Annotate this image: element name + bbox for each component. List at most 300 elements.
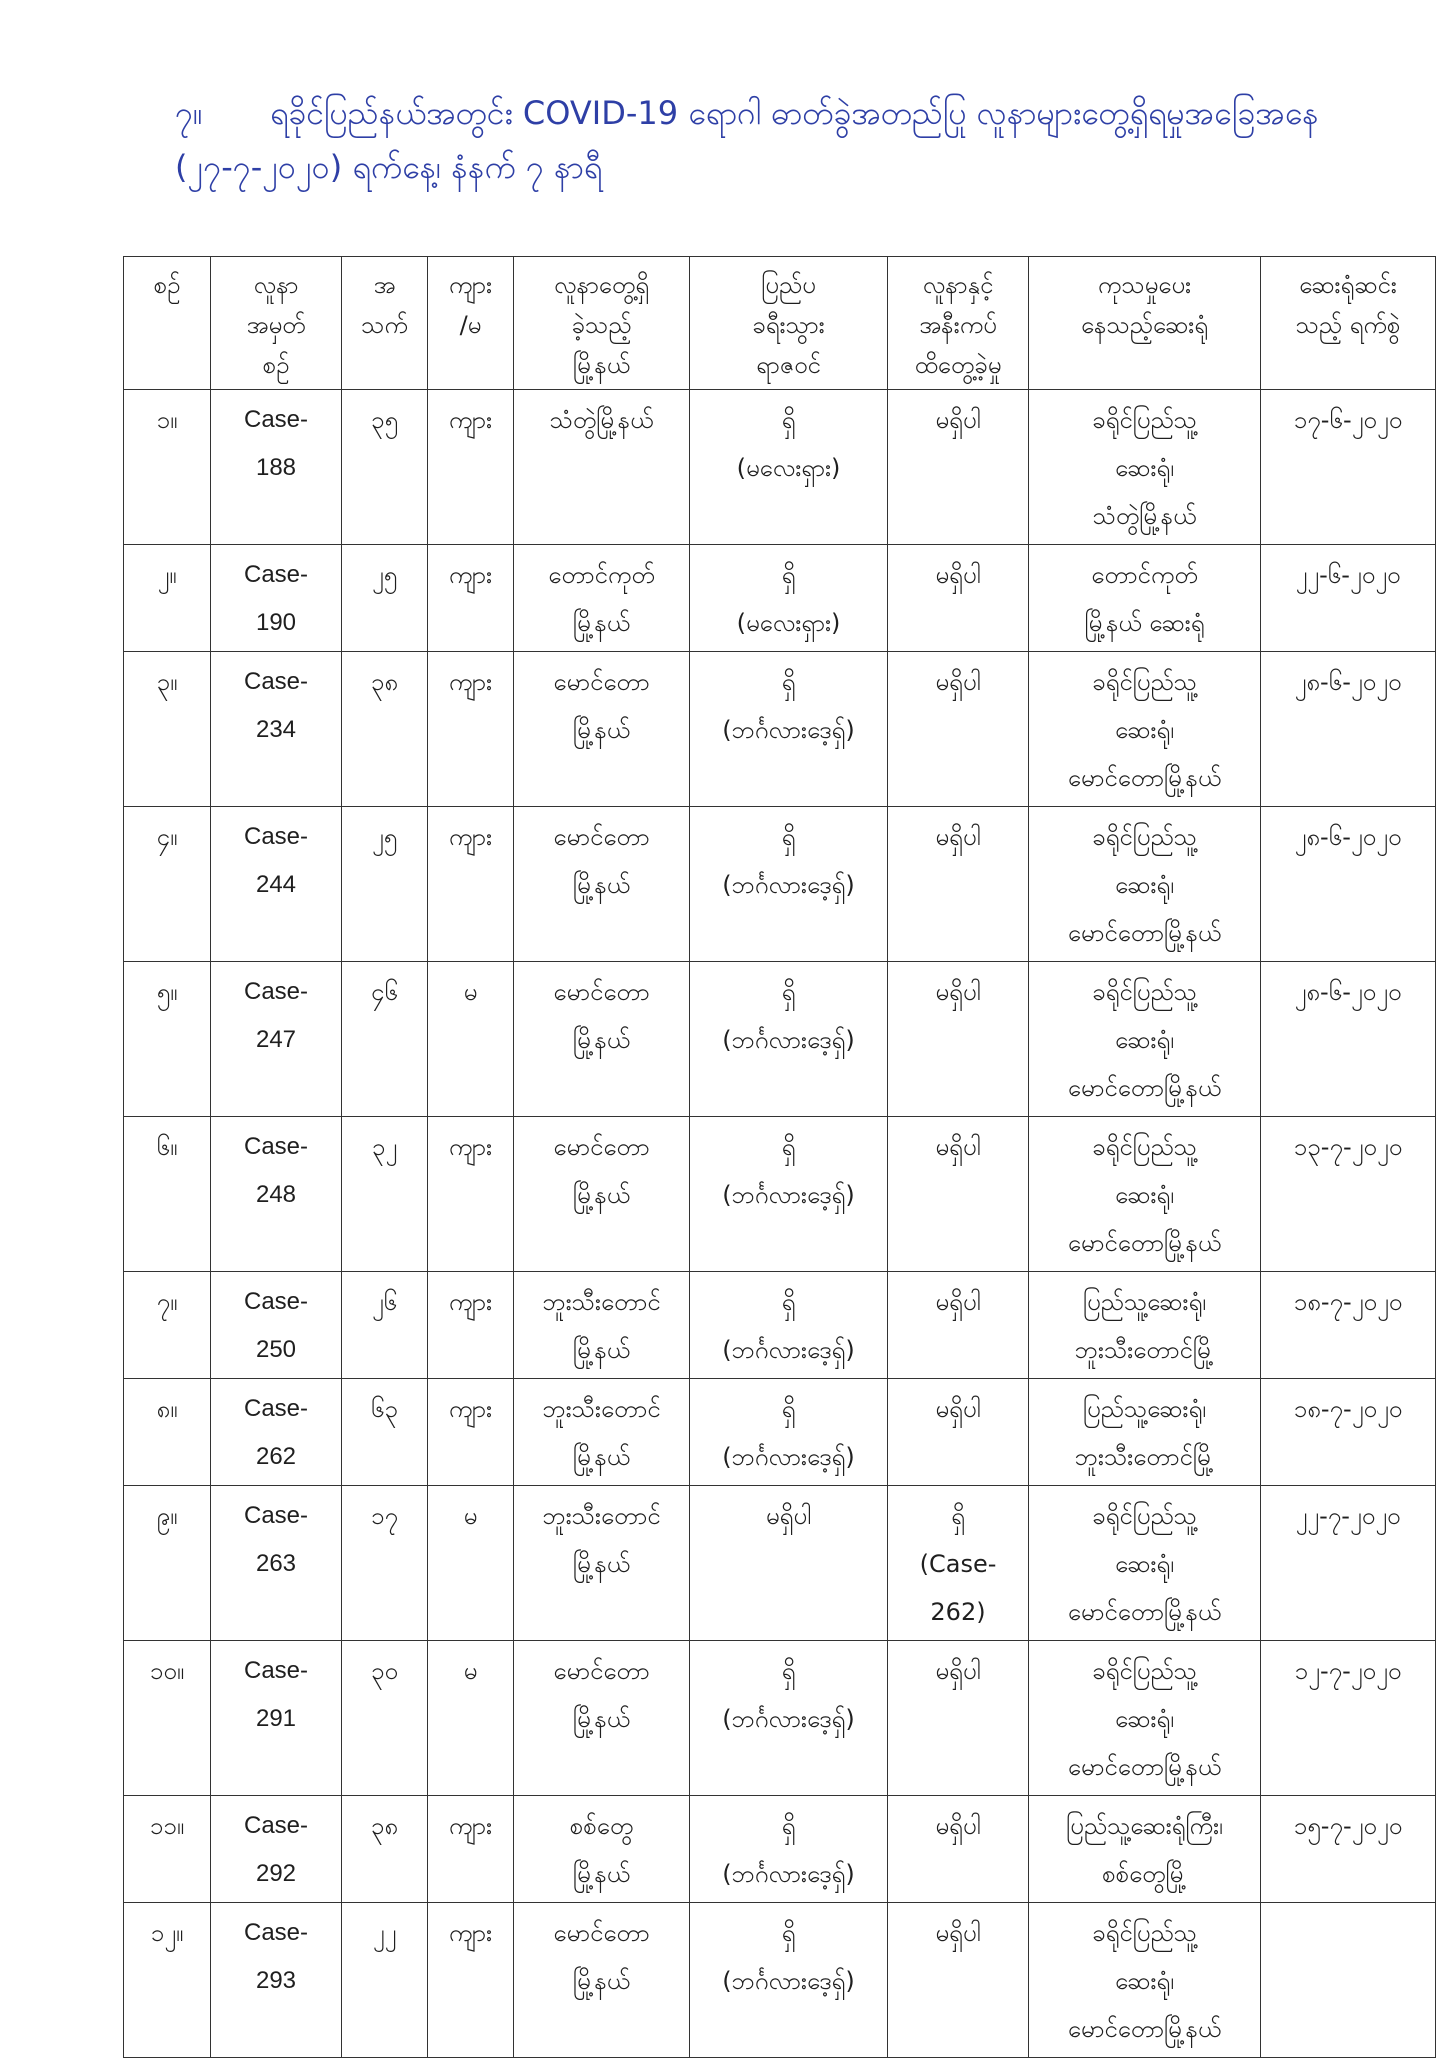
cell-township (514, 545, 690, 652)
cell-text: ၂၅ (371, 561, 398, 589)
cell-no (124, 1272, 211, 1379)
cell-line: ပြည်သူ့ဆေးရုံ၊ (1082, 1288, 1207, 1316)
cell-line: တောင်ကုတ် (548, 561, 655, 589)
cell-line: 247 (255, 1026, 297, 1053)
cell-line: မြို့နယ် (572, 1550, 631, 1578)
cell-text: ကျား (448, 1395, 493, 1423)
cell-text: ၃၂ (371, 1133, 398, 1161)
cell-text: ၁၈-၇-၂၀၂၀ (1293, 1288, 1403, 1316)
cell-text: ကျား (448, 668, 493, 696)
cell-discharge-date (1261, 1796, 1436, 1903)
cell-sex (428, 545, 514, 652)
cell-line: ခရိုင်ပြည်သူ့ (1092, 668, 1197, 696)
cell-line: Case- (243, 978, 309, 1005)
cell-township (514, 1486, 690, 1641)
cell-sex (428, 1379, 514, 1486)
cell-contact (888, 1379, 1029, 1486)
cell-line: သံတွဲမြို့နယ် (549, 406, 654, 434)
cell-text: ၉။ (156, 1502, 178, 1530)
cell-discharge-date (1261, 807, 1436, 962)
cell-line: (မလေးရှား) (736, 609, 841, 637)
cell-no (124, 962, 211, 1117)
cell-line: မောင်တော (553, 1133, 650, 1161)
cell-township (514, 652, 690, 807)
cell-no (124, 1379, 211, 1486)
cell-line: ရှိ (781, 1395, 796, 1423)
cell-line: မရှိပါ (935, 561, 981, 589)
cell-line: မောင်တော (553, 978, 650, 1006)
cell-text: မ (463, 1657, 478, 1685)
table-row (124, 962, 1436, 1117)
cell-line: ဘူးသီးတောင် (542, 1288, 661, 1316)
cell-text: ကျား (448, 823, 493, 851)
cell-line: (ဘင်္ဂလားဒေ့ရှ်) (722, 1336, 855, 1364)
cell-age (342, 1903, 428, 2058)
cell-line: ဆေးရုံ၊ (1115, 1705, 1174, 1733)
cell-line: မြို့နယ် (572, 1181, 631, 1209)
cell-line: (Case- (919, 1550, 997, 1578)
cell-line: ဆေးရုံ၊ (1115, 1181, 1174, 1209)
table-body (124, 390, 1436, 2058)
cell-text: ၂၆ (371, 1288, 398, 1316)
cell-text: ၆။ (156, 1133, 178, 1161)
cell-hospital (1029, 545, 1261, 652)
cell-line: မရှိပါ (935, 1133, 981, 1161)
cell-line: ရှိ (781, 1288, 796, 1316)
cell-line: ခရိုင်ပြည်သူ့ (1092, 1502, 1197, 1530)
cell-contact (888, 1903, 1029, 2058)
cell-contact (888, 545, 1029, 652)
cell-discharge-date (1261, 652, 1436, 807)
cell-line: မရှိပါ (935, 978, 981, 1006)
cell-no (124, 1486, 211, 1641)
cell-text: ၂၅ (371, 823, 398, 851)
cell-line: Case- (243, 1133, 309, 1160)
cell-line: ရှိ (781, 406, 796, 434)
cell-line: မြို့နယ် (572, 1967, 631, 1995)
heading-line-2: (၂၇-၇-၂၀၂၀) ရက်နေ့၊ နံနက် ၇ နာရီ (175, 148, 603, 186)
cell-line: မြို့နယ် (572, 1336, 631, 1364)
header-line: လူနာတွေ့ရှိ (554, 271, 649, 299)
cell-line: (ဘင်္ဂလားဒေ့ရှ်) (722, 1181, 855, 1209)
case-table (123, 256, 1436, 2058)
cell-line: 263 (255, 1550, 297, 1577)
cell-hospital (1029, 390, 1261, 545)
cell-line: 248 (255, 1181, 297, 1208)
cell-line: မရှိပါ (935, 1812, 981, 1840)
cell-no (124, 652, 211, 807)
cell-case-id (211, 1796, 342, 1903)
cell-text: ၁၇-၆-၂၀၂၀ (1293, 406, 1403, 434)
cell-age (342, 962, 428, 1117)
cell-line: ဆေးရုံ၊ (1115, 454, 1174, 482)
table-row (124, 1379, 1436, 1486)
table-header (124, 257, 1436, 390)
cell-sex (428, 1903, 514, 2058)
cell-text: ၅။ (156, 978, 178, 1006)
cell-case-id (211, 1272, 342, 1379)
cell-text: ၂၈-၆-၂၀၂၀ (1294, 978, 1402, 1006)
cell-text: ၁၅-၇-၂၀၂၀ (1293, 1812, 1403, 1840)
cell-text: ၇။ (156, 1288, 178, 1316)
cell-line: (ဘင်္ဂလားဒေ့ရှ်) (722, 871, 855, 899)
header-line: ကုသမှုပေး (1097, 271, 1192, 299)
cell-line: ရှိ (781, 1812, 796, 1840)
cell-line: မြို့နယ် ဆေးရုံ (1084, 609, 1205, 637)
cell-line: ရှိ (781, 823, 796, 851)
header-line: အနီးကပ် (919, 311, 997, 339)
cell-text: မ (463, 978, 478, 1006)
cell-text: ကျား (448, 1919, 493, 1947)
header-line: ရာဇဝင် (756, 351, 821, 379)
cell-line: မောင်တော (553, 1657, 650, 1685)
cell-hospital (1029, 1379, 1261, 1486)
cell-line: Case- (243, 561, 309, 588)
cell-line: စစ်တွေ (569, 1812, 634, 1840)
cell-discharge-date (1261, 962, 1436, 1117)
cell-discharge-date (1261, 1486, 1436, 1641)
cell-text: ၂၂-၆-၂၀၂၀ (1295, 561, 1401, 589)
cell-township (514, 1117, 690, 1272)
cell-hospital (1029, 1641, 1261, 1796)
cell-case-id (211, 652, 342, 807)
cell-line: ရှိ (781, 561, 796, 589)
cell-text: ၂၂-၇-၂၀၂၀ (1295, 1502, 1401, 1530)
header-line: နေသည့်ဆေးရုံ (1080, 311, 1209, 339)
cell-line: ဘူးသီးတောင်မြို့ (1074, 1336, 1215, 1364)
cell-discharge-date (1261, 390, 1436, 545)
cell-age (342, 1117, 428, 1272)
cell-township (514, 1903, 690, 2058)
cell-text: ၁၂။ (150, 1919, 184, 1947)
cell-hospital (1029, 1903, 1261, 2058)
cell-line: မောင်တောမြို့နယ် (1067, 919, 1222, 947)
cell-sex (428, 1796, 514, 1903)
cell-line: Case- (243, 1395, 309, 1422)
cell-line: Case- (243, 668, 309, 695)
cell-travel-history (690, 652, 888, 807)
header-line: ခဲ့သည့် (571, 311, 632, 339)
column-header-travel-history (690, 257, 888, 390)
document-heading (175, 86, 1375, 194)
cell-line: ခရိုင်ပြည်သူ့ (1092, 978, 1197, 1006)
cell-line: Case- (243, 1657, 309, 1684)
cell-line: ရှိ (951, 1502, 965, 1530)
cell-case-id (211, 1486, 342, 1641)
cell-text: ကျား (448, 406, 493, 434)
cell-line: 188 (255, 454, 297, 481)
cell-line: 190 (255, 609, 297, 636)
cell-line: မြို့နယ် (572, 716, 631, 744)
cell-text: ၂၈-၆-၂၀၂၀ (1294, 668, 1402, 696)
cell-text: ၁။ (156, 406, 178, 434)
cell-line: မရှိပါ (935, 1288, 981, 1316)
cell-line: (ဘင်္ဂလားဒေ့ရှ်) (722, 716, 855, 744)
header-line: သည့် ရက်စွဲ (1295, 311, 1401, 339)
cell-line: Case- (243, 1919, 309, 1946)
cell-township (514, 1272, 690, 1379)
cell-contact (888, 1796, 1029, 1903)
cell-line: 244 (255, 871, 297, 898)
cell-age (342, 807, 428, 962)
header-line: စဉ် (262, 351, 290, 379)
cell-discharge-date (1261, 1641, 1436, 1796)
cell-line: ဆေးရုံ၊ (1115, 1550, 1174, 1578)
cell-line: ဘူးသီးတောင် (542, 1502, 661, 1530)
cell-age (342, 1641, 428, 1796)
header-line: ခရီးသွား (752, 311, 825, 339)
cell-age (342, 652, 428, 807)
cell-travel-history (690, 1903, 888, 2058)
cell-text: ၁၇ (371, 1502, 398, 1530)
cell-line: ရှိ (781, 1133, 796, 1161)
cell-text: ၃၅ (371, 406, 398, 434)
cell-case-id (211, 1117, 342, 1272)
cell-township (514, 1796, 690, 1903)
column-header-township (514, 257, 690, 390)
cell-contact (888, 1272, 1029, 1379)
column-header-sex (428, 257, 514, 390)
cell-line: 292 (255, 1860, 297, 1887)
cell-line: မြို့နယ် (572, 1705, 631, 1733)
cell-case-id (211, 962, 342, 1117)
cell-contact (888, 1641, 1029, 1796)
cell-line: Case- (243, 1812, 309, 1839)
cell-line: ခရိုင်ပြည်သူ့ (1092, 1657, 1197, 1685)
cell-line: မောင်တောမြို့နယ် (1067, 1753, 1222, 1781)
cell-age (342, 545, 428, 652)
cell-age (342, 1379, 428, 1486)
cell-line: စစ်တွေမြို့ (1102, 1860, 1187, 1888)
cell-case-id (211, 545, 342, 652)
cell-line: မောင်တောမြို့နယ် (1067, 1229, 1222, 1257)
cell-line: ခရိုင်ပြည်သူ့ (1092, 406, 1197, 434)
cell-case-id (211, 1379, 342, 1486)
cell-line: 262) (930, 1598, 986, 1626)
cell-line: Case- (243, 823, 309, 850)
cell-travel-history (690, 807, 888, 962)
cell-text: ၁၁။ (149, 1812, 185, 1840)
cell-line: မရှိပါ (935, 668, 981, 696)
cell-text: ကျား (448, 1133, 493, 1161)
cell-line: ခရိုင်ပြည်သူ့ (1092, 1133, 1197, 1161)
cell-line: မောင်တောမြို့နယ် (1067, 764, 1222, 792)
header-line: လူနာ (253, 271, 299, 299)
cell-text: ၃၈ (370, 1812, 399, 1840)
header-line: အ (373, 271, 396, 299)
cell-line: ဆေးရုံ၊ (1115, 1967, 1174, 1995)
cell-sex (428, 390, 514, 545)
cell-travel-history (690, 1379, 888, 1486)
table-row (124, 545, 1436, 652)
header-line: ထိတွေ့ခဲ့မှု (914, 351, 1002, 379)
column-header-discharge-date (1261, 257, 1436, 390)
cell-text: ၄။ (156, 823, 178, 851)
cell-sex (428, 807, 514, 962)
table-row (124, 1796, 1436, 1903)
cell-hospital (1029, 962, 1261, 1117)
cell-travel-history (690, 962, 888, 1117)
cell-age (342, 1272, 428, 1379)
cell-line: မရှိပါ (935, 406, 981, 434)
cell-line: Case- (243, 406, 309, 433)
cell-line: မောင်တော (553, 823, 650, 851)
cell-text: ကျား (448, 1812, 493, 1840)
heading-number: ၇။ (175, 94, 203, 132)
cell-no (124, 807, 211, 962)
cell-travel-history (690, 1796, 888, 1903)
cell-age (342, 1486, 428, 1641)
header-line: မြို့နယ် (572, 351, 631, 379)
cell-case-id (211, 1903, 342, 2058)
cell-no (124, 545, 211, 652)
table-row (124, 1272, 1436, 1379)
cell-travel-history (690, 1486, 888, 1641)
cell-no (124, 1117, 211, 1272)
cell-no (124, 1796, 211, 1903)
cell-line: 250 (255, 1336, 297, 1363)
cell-text: ၃။ (156, 668, 178, 696)
cell-text: ၁၃-၇-၂၀၂၀ (1293, 1133, 1403, 1161)
cell-sex (428, 1117, 514, 1272)
cell-travel-history (690, 1641, 888, 1796)
cell-text: ၈။ (156, 1395, 178, 1423)
cell-township (514, 962, 690, 1117)
column-header-no (124, 257, 211, 390)
cell-line: ဘူးသီးတောင် (542, 1395, 661, 1423)
cell-sex (428, 652, 514, 807)
cell-hospital (1029, 807, 1261, 962)
cell-township (514, 807, 690, 962)
column-header-age (342, 257, 428, 390)
cell-line: ရှိ (781, 1919, 796, 1947)
cell-hospital (1029, 1117, 1261, 1272)
cell-sex (428, 1486, 514, 1641)
cell-no (124, 390, 211, 545)
cell-line: မရှိပါ (935, 1395, 981, 1423)
cell-text: ၃၀ (371, 1657, 398, 1685)
header-line: /မ (459, 311, 482, 339)
cell-line: ရှိ (781, 668, 796, 696)
cell-line: မောင်တော (553, 1919, 650, 1947)
cell-line: 291 (255, 1705, 297, 1732)
cell-line: မရှိပါ (935, 823, 981, 851)
cell-line: Case- (243, 1502, 309, 1529)
header-row (124, 257, 1436, 390)
cell-line: ခရိုင်ပြည်သူ့ (1092, 1919, 1197, 1947)
cell-township (514, 1379, 690, 1486)
cell-line: ပြည်သူ့ဆေးရုံ၊ (1082, 1395, 1207, 1423)
cell-text: ၂၈-၆-၂၀၂၀ (1294, 823, 1402, 851)
header-line: ပြည်ပ (761, 271, 816, 299)
cell-text: ၃၈ (370, 668, 399, 696)
cell-text: ကျား (448, 1288, 493, 1316)
cell-text: ၆၃ (371, 1395, 398, 1423)
cell-hospital (1029, 1486, 1261, 1641)
cell-case-id (211, 390, 342, 545)
table-row (124, 390, 1436, 545)
cell-line: မြို့နယ် (572, 1026, 631, 1054)
cell-line: မြို့နယ် (572, 609, 631, 637)
cell-line: မရှိပါ (765, 1502, 812, 1530)
cell-text: ၁၈-၇-၂၀၂၀ (1293, 1395, 1403, 1423)
cell-line: ဘူးသီးတောင်မြို့ (1074, 1443, 1215, 1471)
cell-hospital (1029, 1272, 1261, 1379)
table-row (124, 1903, 1436, 2058)
cell-line: Case- (243, 1288, 309, 1315)
cell-travel-history (690, 1117, 888, 1272)
cell-line: မရှိပါ (935, 1919, 981, 1947)
cell-line: (ဘင်္ဂလားဒေ့ရှ်) (722, 1443, 855, 1471)
cell-line: (ဘင်္ဂလားဒေ့ရှ်) (722, 1026, 855, 1054)
cell-line: 234 (255, 716, 297, 743)
cell-line: 293 (255, 1967, 297, 1994)
cell-line: မောင်တော (553, 668, 650, 696)
cell-hospital (1029, 1796, 1261, 1903)
cell-line: 262 (255, 1443, 297, 1470)
cell-text: ကျား (448, 561, 493, 589)
cell-age (342, 390, 428, 545)
cell-contact (888, 962, 1029, 1117)
cell-text: ၄၆ (371, 978, 398, 1006)
cell-travel-history (690, 545, 888, 652)
cell-age (342, 1796, 428, 1903)
cell-line: (ဘင်္ဂလားဒေ့ရှ်) (722, 1860, 855, 1888)
table-row (124, 1486, 1436, 1641)
cell-discharge-date (1261, 1903, 1436, 2058)
cell-text: ၂၂ (372, 1919, 397, 1947)
cell-township (514, 1641, 690, 1796)
column-header-hospital (1029, 257, 1261, 390)
cell-line: သံတွဲမြို့နယ် (1092, 502, 1197, 530)
cell-line: (မလေးရှား) (736, 454, 841, 482)
cell-contact (888, 1486, 1029, 1641)
table-row (124, 807, 1436, 962)
cell-line: (ဘင်္ဂလားဒေ့ရှ်) (722, 1705, 855, 1733)
cell-township (514, 390, 690, 545)
table-row (124, 1117, 1436, 1272)
table-row (124, 1641, 1436, 1796)
cell-line: (ဘင်္ဂလားဒေ့ရှ်) (722, 1967, 855, 1995)
cell-text: ၂။ (157, 561, 177, 589)
cell-line: ဆေးရုံ၊ (1115, 1026, 1174, 1054)
cell-no (124, 1903, 211, 2058)
cell-text: ၁၂-၇-၂၀၂၀ (1294, 1657, 1402, 1685)
cell-discharge-date (1261, 1272, 1436, 1379)
header-line: လူနာနှင့် (922, 271, 994, 299)
cell-case-id (211, 807, 342, 962)
header-line: အမှတ် (246, 311, 306, 339)
cell-text: ၁၀။ (149, 1657, 185, 1685)
cell-discharge-date (1261, 1379, 1436, 1486)
cell-sex (428, 962, 514, 1117)
header-line: စဉ် (153, 271, 181, 299)
cell-sex (428, 1641, 514, 1796)
cell-discharge-date (1261, 545, 1436, 652)
header-line: ကျား (448, 271, 493, 299)
cell-line: မြို့နယ် (572, 871, 631, 899)
cell-line: မောင်တောမြို့နယ် (1067, 1074, 1222, 1102)
column-header-case-id (211, 257, 342, 390)
cell-line: ပြည်သူ့ဆေးရုံကြီး၊ (1066, 1812, 1223, 1840)
cell-line: တောင်ကုတ် (1091, 561, 1198, 589)
cell-line: မောင်တောမြို့နယ် (1067, 2015, 1222, 2043)
cell-contact (888, 390, 1029, 545)
table-row (124, 652, 1436, 807)
cell-contact (888, 652, 1029, 807)
cell-hospital (1029, 652, 1261, 807)
cell-line: ရှိ (781, 978, 796, 1006)
